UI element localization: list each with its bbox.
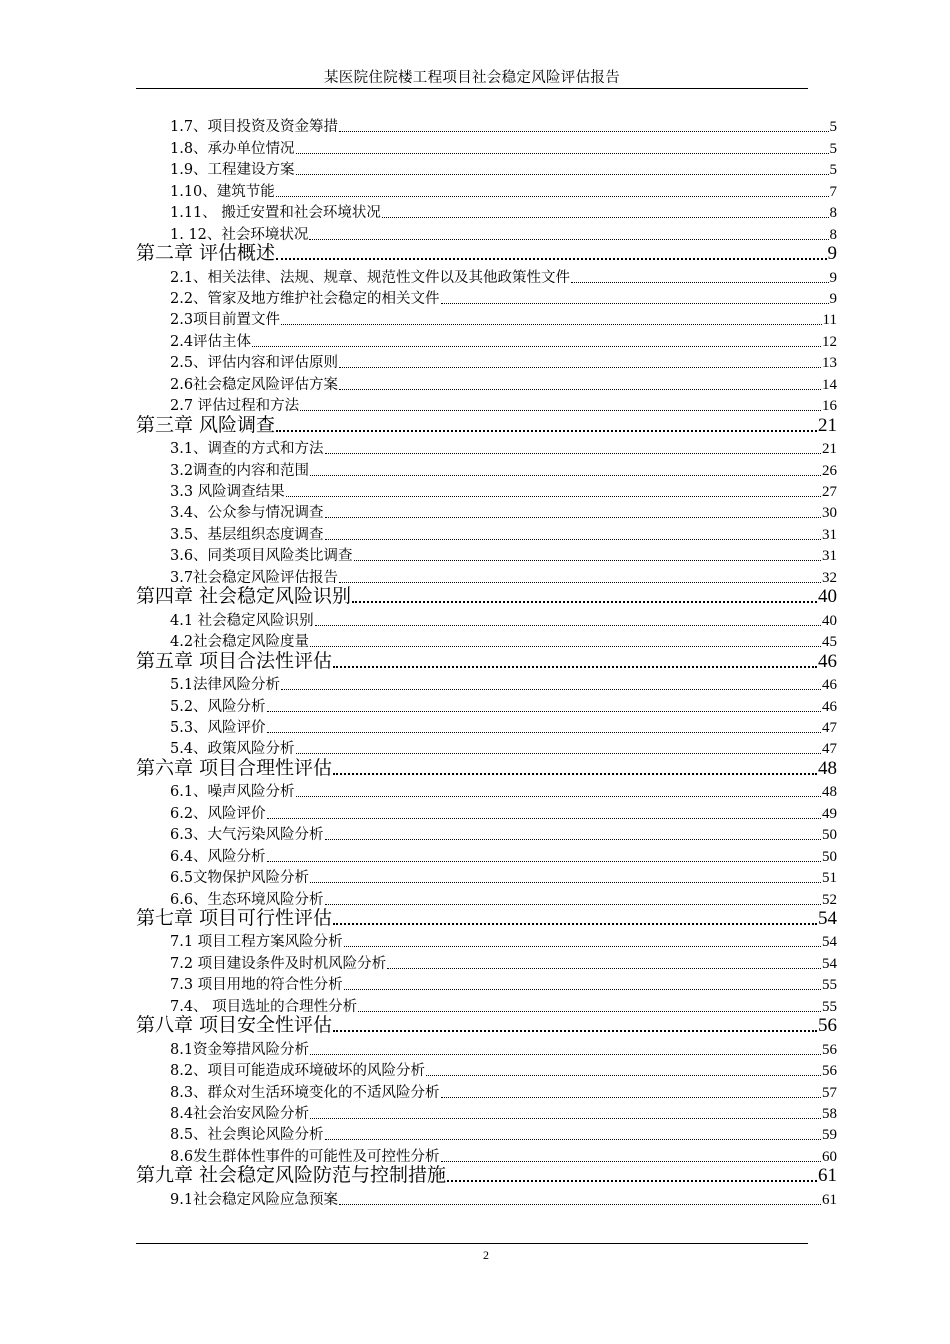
toc-section-entry[interactable] [136, 1037, 837, 1058]
toc-dot-leader [325, 517, 821, 518]
toc-dot-leader [310, 882, 821, 883]
toc-section-entry[interactable] [136, 115, 837, 136]
toc-entry-title: 1. 12、社会环境状况 [170, 226, 309, 243]
toc-entry-page-number: 5 [829, 140, 837, 157]
toc-entry-title: 8.3、群众对生活环境变化的不适风险分析 [170, 1084, 440, 1101]
toc-dot-leader [276, 258, 826, 260]
toc-dot-leader [339, 1204, 821, 1205]
toc-entry-page-number: 5 [829, 162, 837, 179]
toc-entry-page-number: 47 [822, 741, 837, 758]
toc-dot-leader [352, 601, 817, 603]
toc-entry-page-number: 5 [829, 119, 837, 136]
toc-entry-title: 第四章 社会稳定风险识别 [136, 585, 352, 608]
toc-dot-leader [267, 732, 821, 733]
toc-entry-page-number: 7 [829, 183, 837, 200]
toc-dot-leader [310, 475, 821, 476]
toc-entry-page-number: 40 [822, 612, 837, 629]
toc-entry-title: 2.6社会稳定风险评估方案 [170, 376, 339, 393]
toc-section-entry[interactable] [136, 287, 837, 308]
toc-entry-title: 5.2、风险分析 [170, 698, 266, 715]
toc-entry-page-number: 46 [822, 698, 837, 715]
toc-entry-page-number: 61 [822, 1191, 837, 1208]
toc-section-entry[interactable] [136, 522, 837, 543]
toc-dot-leader [252, 346, 821, 347]
toc-entry-title: 第三章 风险调查 [136, 413, 276, 436]
toc-entry-title: 6.1、噪声风险分析 [170, 784, 295, 801]
toc-section-entry[interactable] [136, 1080, 837, 1101]
toc-entry-title: 1.7、项目投资及资金筹措 [170, 119, 339, 136]
toc-entry-page-number: 58 [822, 1106, 837, 1122]
header-divider [136, 88, 808, 89]
toc-dot-leader [325, 539, 821, 540]
toc-entry-title: 6.4、风险分析 [170, 848, 266, 865]
toc-dot-leader [333, 773, 817, 775]
toc-section-entry[interactable] [136, 1102, 837, 1123]
toc-entry-page-number: 11 [822, 312, 837, 329]
toc-chapter-entry[interactable] [136, 587, 837, 609]
toc-section-entry[interactable] [136, 608, 837, 629]
toc-entry-title: 9.1社会稳定风险应急预案 [170, 1191, 339, 1208]
toc-section-entry[interactable] [136, 673, 837, 694]
toc-entry-page-number: 13 [822, 355, 837, 372]
toc-section-entry[interactable] [136, 973, 837, 994]
toc-dot-leader [325, 839, 821, 840]
toc-entry-page-number: 45 [822, 634, 837, 651]
toc-entry-page-number: 56 [822, 1063, 837, 1080]
toc-entry-page-number: 56 [818, 1015, 837, 1037]
toc-entry-page-number: 46 [818, 650, 837, 672]
toc-entry-title: 6.6、生态环境风险分析 [170, 891, 324, 908]
toc-entry-title: 6.2、风险评价 [170, 805, 266, 822]
toc-entry-title: 3.1、调查的方式和方法 [170, 441, 324, 458]
footer-divider [136, 1243, 808, 1244]
page-header-title: 某医院住院楼工程项目社会稳定风险评估报告 [324, 70, 620, 86]
toc-dot-leader [339, 367, 821, 368]
toc-entry-page-number: 54 [822, 955, 837, 972]
toc-entry-page-number: 9 [829, 269, 837, 286]
toc-entry-title: 7.3 项目用地的符合性分析 [170, 977, 343, 994]
toc-dot-leader [315, 625, 821, 626]
toc-section-entry[interactable] [136, 930, 837, 951]
toc-dot-leader [441, 1161, 821, 1162]
toc-dot-leader [339, 389, 821, 390]
toc-entry-page-number: 49 [822, 805, 837, 822]
toc-entry-page-number: 46 [822, 677, 837, 694]
toc-dot-leader [426, 1075, 821, 1076]
toc-entry-page-number: 47 [822, 719, 837, 736]
toc-entry-page-number: 55 [822, 998, 837, 1015]
toc-dot-leader [325, 1139, 821, 1140]
toc-entry-page-number: 8 [829, 205, 837, 222]
toc-dot-leader [309, 239, 828, 240]
toc-dot-leader [441, 303, 829, 304]
toc-entry-title: 3.5、基层组织态度调查 [170, 526, 324, 543]
toc-section-entry[interactable] [136, 308, 837, 329]
toc-section-entry[interactable] [136, 351, 837, 372]
toc-entry-title: 第五章 项目合法性评估 [136, 649, 333, 672]
toc-section-entry[interactable] [136, 801, 837, 822]
toc-dot-leader [310, 1054, 821, 1055]
toc-section-entry[interactable] [136, 501, 837, 522]
toc-dot-leader [286, 496, 821, 497]
toc-chapter-entry[interactable] [136, 415, 837, 437]
toc-entry-title: 8.2、项目可能造成环境破坏的风险分析 [170, 1063, 426, 1080]
toc-section-entry[interactable] [136, 1059, 837, 1080]
toc-entry-title: 5.1法律风险分析 [170, 677, 281, 694]
toc-entry-title: 1.10、建筑节能 [170, 183, 275, 200]
toc-section-entry[interactable] [136, 844, 837, 865]
toc-dot-leader [339, 131, 828, 132]
toc-dot-leader [333, 666, 817, 668]
toc-dot-leader [276, 430, 817, 432]
toc-dot-leader [267, 861, 821, 862]
toc-section-entry[interactable] [136, 694, 837, 715]
toc-section-entry[interactable] [136, 372, 837, 393]
toc-entry-title: 5.4、政策风险分析 [170, 741, 295, 758]
toc-dot-leader [571, 282, 828, 283]
toc-entry-title: 1.11、 搬迁安置和社会环境状况 [170, 205, 381, 222]
toc-entry-title: 第二章 评估概述 [136, 242, 276, 265]
toc-entry-page-number: 21 [818, 414, 837, 436]
toc-entry-page-number: 48 [822, 784, 837, 801]
toc-entry-page-number: 27 [822, 484, 837, 500]
toc-chapter-entry[interactable] [136, 1166, 837, 1188]
toc-section-entry[interactable] [136, 780, 837, 801]
toc-dot-leader [358, 1011, 821, 1012]
toc-dot-leader [310, 1118, 821, 1119]
toc-entry-title: 第八章 项目安全性评估 [136, 1014, 333, 1037]
toc-dot-leader [296, 796, 821, 797]
toc-dot-leader [333, 923, 817, 925]
toc-dot-leader [281, 324, 821, 325]
toc-entry-title: 2.7 评估过程和方法 [170, 398, 300, 415]
toc-entry-page-number: 48 [818, 757, 837, 779]
toc-entry-title: 3.4、公众参与情况调查 [170, 505, 324, 522]
toc-entry-page-number: 60 [822, 1148, 837, 1165]
toc-entry-page-number: 52 [822, 891, 837, 908]
toc-entry-title: 8.1资金筹措风险分析 [170, 1041, 310, 1058]
toc-dot-leader [300, 410, 821, 411]
toc-entry-page-number: 14 [822, 376, 837, 393]
toc-entry-title: 3.2调查的内容和范围 [170, 462, 310, 479]
toc-dot-leader [441, 1097, 821, 1098]
toc-entry-title: 3.7社会稳定风险评估报告 [170, 569, 339, 586]
table-of-contents [136, 115, 837, 1209]
toc-entry-page-number: 51 [822, 870, 837, 887]
toc-section-entry[interactable] [136, 158, 837, 179]
toc-section-entry[interactable] [136, 716, 837, 737]
toc-entry-title: 3.6、同类项目风险类比调查 [170, 548, 353, 565]
toc-entry-page-number: 30 [822, 505, 837, 522]
toc-chapter-entry[interactable] [136, 909, 837, 931]
toc-dot-leader [281, 689, 821, 690]
toc-section-entry[interactable] [136, 179, 837, 200]
toc-entry-page-number: 31 [822, 548, 837, 565]
toc-entry-title: 3.3 风险调查结果 [170, 484, 285, 500]
toc-entry-page-number: 9 [827, 243, 837, 265]
toc-entry-title: 5.3、风险评价 [170, 719, 266, 736]
toc-dot-leader [296, 753, 821, 754]
toc-entry-title: 2.1、相关法律、法规、规章、规范性文件以及其他政策性文件 [170, 269, 571, 286]
toc-section-entry[interactable] [136, 329, 837, 350]
toc-entry-page-number: 54 [822, 934, 837, 951]
toc-chapter-entry[interactable] [136, 244, 837, 266]
toc-entry-page-number: 26 [822, 462, 837, 479]
toc-section-entry[interactable] [136, 951, 837, 972]
toc-section-entry[interactable] [136, 866, 837, 887]
toc-entry-page-number: 56 [822, 1041, 837, 1058]
toc-dot-leader [267, 711, 821, 712]
toc-section-entry[interactable] [136, 1123, 837, 1144]
toc-dot-leader [310, 646, 821, 647]
toc-entry-page-number: 16 [822, 398, 837, 415]
toc-entry-page-number: 12 [822, 333, 837, 350]
toc-dot-leader [296, 174, 829, 175]
toc-entry-page-number: 9 [829, 291, 837, 307]
toc-entry-page-number: 59 [822, 1127, 837, 1144]
toc-entry-title: 8.5、社会舆论风险分析 [170, 1127, 324, 1144]
toc-section-entry[interactable] [136, 136, 837, 157]
toc-dot-leader [354, 560, 821, 561]
page-number: 2 [483, 1248, 489, 1262]
toc-entry-title: 1.8、承办单位情况 [170, 140, 295, 157]
toc-entry-title: 8.6发生群体性事件的可能性及可控性分析 [170, 1148, 440, 1165]
toc-chapter-entry[interactable] [136, 651, 837, 673]
toc-entry-title: 1.9、工程建设方案 [170, 162, 295, 179]
toc-chapter-entry[interactable] [136, 758, 837, 780]
toc-dot-leader [344, 946, 821, 947]
toc-entry-title: 2.5、评估内容和评估原则 [170, 355, 339, 372]
toc-section-entry[interactable] [136, 480, 837, 501]
toc-entry-page-number: 61 [818, 1165, 837, 1187]
toc-dot-leader [344, 989, 821, 990]
toc-entry-title: 6.5文物保护风险分析 [170, 870, 310, 887]
toc-entry-title: 2.4评估主体 [170, 333, 252, 350]
toc-entry-title: 7.1 项目工程方案风险分析 [170, 934, 343, 951]
toc-dot-leader [267, 818, 821, 819]
toc-entry-title: 2.2、管家及地方维护社会稳定的相关文件 [170, 291, 440, 307]
toc-entry-page-number: 31 [822, 526, 837, 543]
toc-dot-leader [276, 196, 829, 197]
toc-section-entry[interactable] [136, 544, 837, 565]
toc-entry-title: 8.4社会治安风险分析 [170, 1106, 310, 1122]
toc-entry-title: 4.2社会稳定风险度量 [170, 634, 310, 651]
toc-dot-leader [325, 904, 821, 905]
toc-entry-page-number: 54 [818, 908, 837, 929]
toc-section-entry[interactable] [136, 458, 837, 479]
toc-section-entry[interactable] [136, 201, 837, 222]
toc-entry-page-number: 8 [829, 226, 837, 243]
toc-entry-title: 4.1 社会稳定风险识别 [170, 612, 314, 629]
toc-dot-leader [296, 153, 829, 154]
toc-entry-page-number: 57 [822, 1084, 837, 1101]
toc-entry-title: 第九章 社会稳定风险防范与控制措施 [136, 1164, 447, 1187]
toc-dot-leader [333, 1030, 817, 1032]
toc-section-entry[interactable] [136, 823, 837, 844]
toc-dot-leader [325, 453, 821, 454]
toc-entry-title: 第七章 项目可行性评估 [136, 907, 333, 929]
toc-entry-page-number: 50 [822, 827, 837, 844]
toc-entry-title: 7.4、 项目选址的合理性分析 [170, 998, 358, 1015]
toc-chapter-entry[interactable] [136, 1016, 837, 1038]
toc-entry-title: 2.3项目前置文件 [170, 312, 281, 329]
toc-section-entry[interactable] [136, 1187, 837, 1208]
toc-entry-page-number: 21 [822, 441, 837, 458]
toc-entry-page-number: 40 [818, 586, 837, 608]
toc-entry-page-number: 50 [822, 848, 837, 865]
toc-entry-title: 第六章 项目合理性评估 [136, 756, 333, 779]
toc-section-entry[interactable] [136, 437, 837, 458]
toc-entry-page-number: 32 [822, 569, 837, 586]
toc-entry-title: 7.2 项目建设条件及时机风险分析 [170, 955, 387, 972]
toc-dot-leader [447, 1180, 817, 1182]
toc-dot-leader [382, 217, 829, 218]
toc-dot-leader [339, 582, 821, 583]
toc-entry-title: 6.3、大气污染风险分析 [170, 827, 324, 844]
toc-entry-page-number: 55 [822, 977, 837, 994]
toc-section-entry[interactable] [136, 265, 837, 286]
toc-dot-leader [387, 968, 821, 969]
